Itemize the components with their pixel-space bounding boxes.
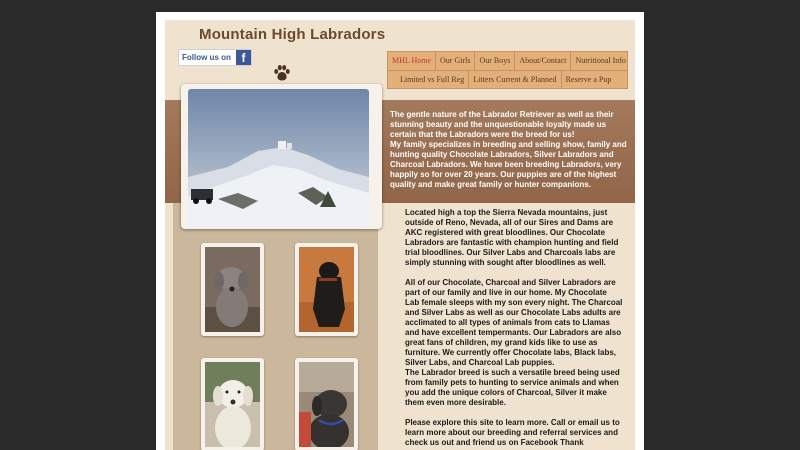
intro-text xyxy=(390,110,628,190)
nav-our-boys[interactable]: Our Boys xyxy=(475,52,515,70)
body-paragraph-3: The Labrador breed is such a versatile breed being used from family pets to hunting to service animals and when you add the unique colors of Charcoal, Silver it make them even more desirable. xyxy=(405,368,620,407)
follow-label: Follow us on xyxy=(182,53,231,62)
nav-limited-vs-full-reg[interactable]: Limited vs Full Reg xyxy=(396,71,469,89)
nav-mhl-home[interactable]: MHL Home xyxy=(388,52,436,70)
nav-row-1 xyxy=(388,52,627,70)
yellow-lab-photo xyxy=(201,358,264,450)
nav-row-2 xyxy=(388,70,627,89)
nav-nutritional-info[interactable]: Nutritional Info xyxy=(575,56,626,65)
silver-puppy-photo xyxy=(201,243,264,336)
black-puppy-photo xyxy=(295,243,358,336)
intro-paragraph-1: The gentle nature of the Labrador Retriever as well as their stunning beauty and the unquestionable loyalty made us certain that the Labradors were the breed for us! xyxy=(390,110,614,139)
facebook-follow-button[interactable] xyxy=(178,49,252,66)
intro-paragraph-2: My family specializes in breeding and selling show, family and hunting quality Chocolate Labradors, Silver Labradors and Charcoal Labradors. We have been breeding Labradors, very happily so for over 20 years. Our puppies are of the highest quality and make great family or hunter companions. xyxy=(390,140,627,189)
nav-litters[interactable]: Litters Current & Planned xyxy=(469,71,561,89)
nav-reserve-a-pup[interactable]: Reserve a Pup xyxy=(565,75,612,84)
page xyxy=(165,20,635,450)
facebook-icon: f xyxy=(236,50,251,65)
paw-icon xyxy=(273,64,291,82)
body-paragraph-4: Please explore this site to learn more. Call or email us to learn more about our breeding and referral services and check us out and friend us on Facebook Thank xyxy=(405,418,620,447)
mountain-photo xyxy=(188,89,369,228)
charcoal-lab-photo xyxy=(295,358,358,450)
page-frame xyxy=(156,12,644,450)
body-paragraph-1: Located high a top the Sierra Nevada mountains, just outside of Reno, Nevada, all of our Sires and Dams are AKC registered with great bloodlines. Our Chocolate Labradors are fantastic with champion hunting and field trial bloodlines. Our Silver Labs and Charcoals labs are simply stunning with sought after bloodlines as well. xyxy=(405,208,619,267)
nav-our-girls[interactable]: Our Girls xyxy=(436,52,475,70)
main-nav xyxy=(387,51,628,89)
body-paragraph-2: All of our Chocolate, Charcoal and Silver Labradors are part of our family and live in our home. My Chocolate Lab female sleeps with my son every night. The Charcoal and Silver Labs as well as our Chocolate Labs adults are acclimated to all types of animals from cats to Llamas and have excellent tempermants. Our Labradors are also great fans of children, my grand kids like to use as furniture. We currently offer Chocolate labs, Black labs, Silver Labs, and Charcoal Lab puppies. xyxy=(405,278,623,367)
main-body-text xyxy=(405,208,623,450)
nav-about-contact[interactable]: About/Contact xyxy=(515,52,571,70)
hero-photo-frame xyxy=(181,84,382,229)
site-title: Mountain High Labradors xyxy=(199,26,386,43)
